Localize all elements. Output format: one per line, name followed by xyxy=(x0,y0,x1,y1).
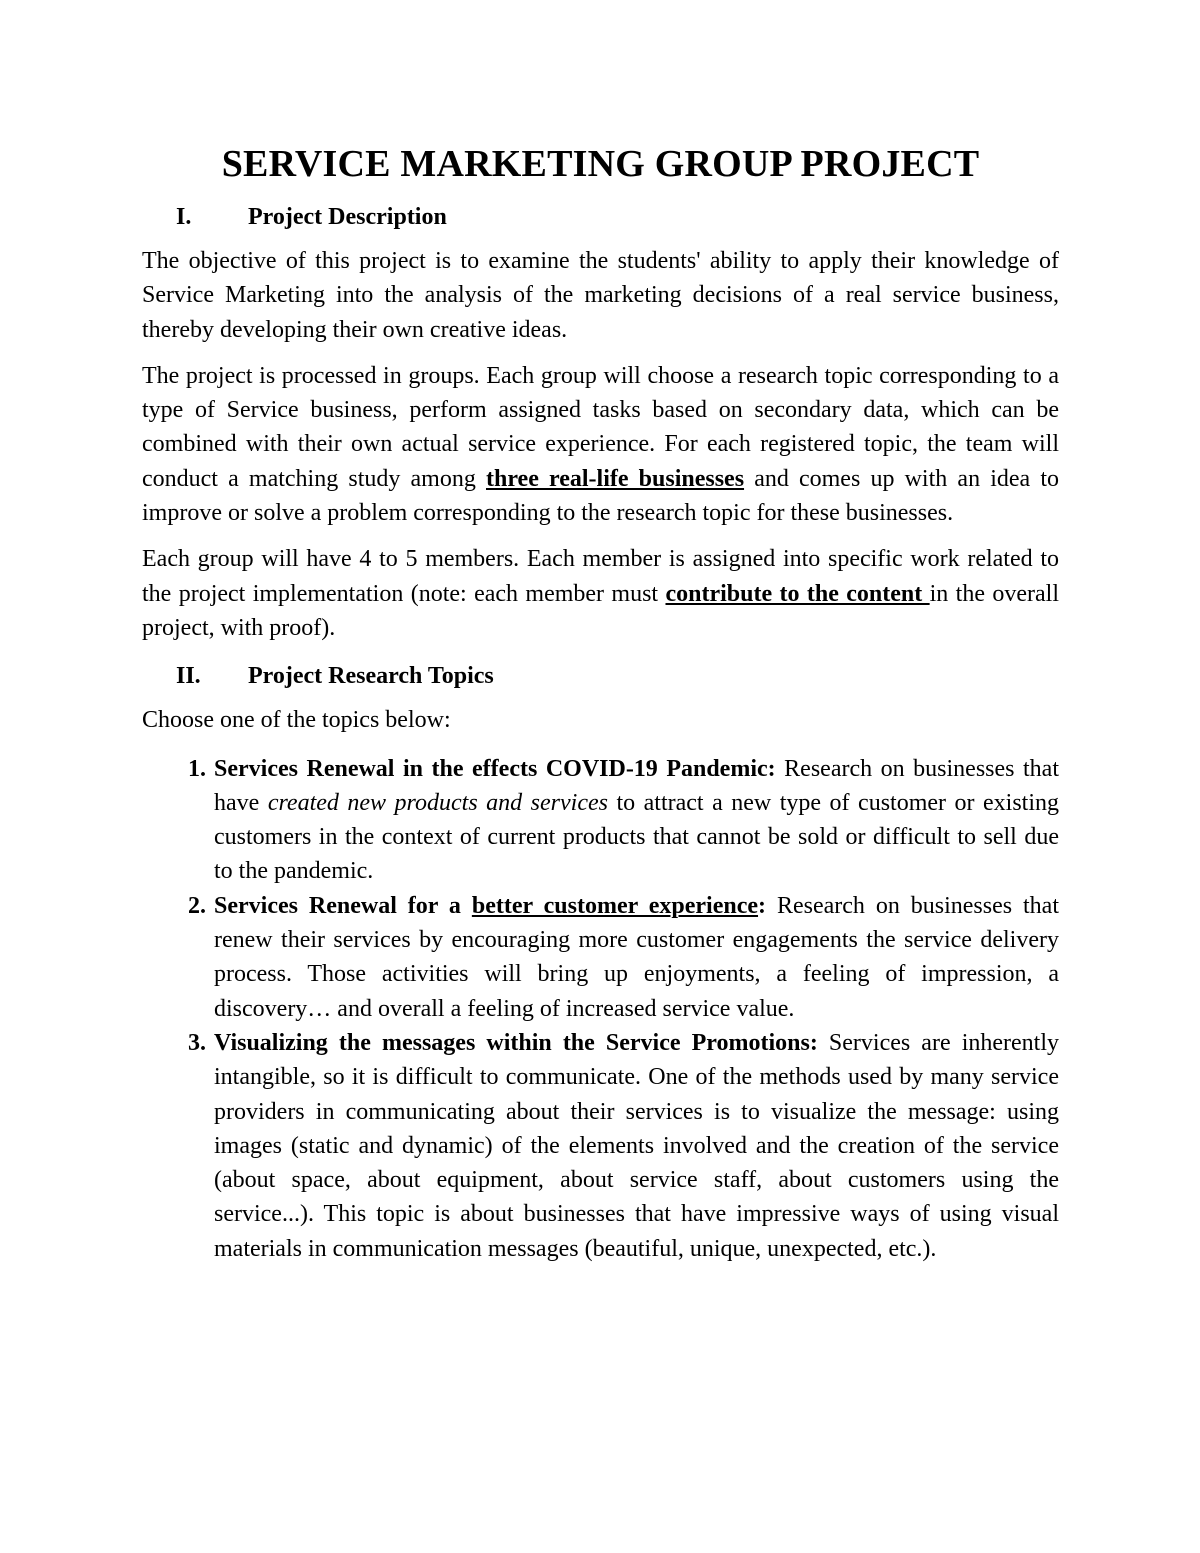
list-number: 2. xyxy=(188,892,206,919)
section-heading-topics xyxy=(142,659,1059,693)
section-heading-description xyxy=(142,200,1059,234)
topic-text: Research on businesses that renew their services by encouraging more customer engagements the service delivery process. Those activities will bring up xyxy=(214,892,1059,988)
topic-title-emphasis: better customer experience xyxy=(471,892,759,919)
topic-title: Services Renewal for a xyxy=(214,892,472,919)
paragraph-text: The project is processed in groups. Each group will choose a research topic corresponding to a type of Service business, perform assigned tasks based on secondary data, which can be combined with their own actual service experience. For each registered topic, the team will conduct a matching study among xyxy=(142,362,1059,492)
topic-text: to attract a new type of customer or existing customers in the context of current products that cannot be sold or difficult to sell due to the pandemic. xyxy=(214,789,1060,885)
paragraph-members xyxy=(142,542,1059,645)
list-item-body xyxy=(214,889,1059,1026)
topic-text: Research on businesses that have xyxy=(214,755,1059,816)
topics-list xyxy=(142,752,1059,1266)
topic-text: increased service value. xyxy=(559,995,795,1022)
list-number: 3. xyxy=(188,1029,206,1056)
list-item-body xyxy=(214,1026,1059,1266)
emphasis-text: contribute to the content xyxy=(665,580,930,607)
list-item xyxy=(142,1026,1059,1266)
topic-text: enjoyments, a feeling of impression, a discovery… and overall a feeling of xyxy=(214,961,1060,1022)
document-title: SERVICE MARKETING GROUP PROJECT xyxy=(221,143,980,185)
section-number: I. xyxy=(176,204,192,230)
paragraph-text: Each group will have 4 to 5 members. Each member is assigned into specific work related to the project implementation (note: each member must xyxy=(142,546,1059,607)
document-page xyxy=(142,140,1059,1266)
section-title: Project Description xyxy=(248,204,447,230)
topic-title: Visualizing the messages within the Service Promotions: xyxy=(214,1029,818,1056)
paragraph-text: and comes up with an idea to improve or solve a problem corresponding to the research topic for these businesses. xyxy=(142,465,1059,527)
topic-text: Services are inherently intangible, so it is difficult to communicate. One of the methods used by many service providers in communicating about their services is to visualize the message: using images (static and dynamic) of the elements involved and the creation of the service (about space, about equipment, about service staff, about customers using the service...). This topic is about businesses that have impressive ways of using visual materials in communication messages (beautiful, unique, unexpected, etc.). xyxy=(214,1029,1059,1262)
topic-title: : xyxy=(758,892,767,919)
paragraph-text: in the overall project, with proof). xyxy=(142,580,1060,641)
topic-title: Services Renewal in the effects COVID-19 Pandemic: xyxy=(214,755,776,782)
topics-intro: Choose one of the topics below: xyxy=(142,707,451,734)
section-number: II. xyxy=(176,663,201,690)
section-title: Project Research Topics xyxy=(248,663,494,690)
paragraph-objective: The objective of this project is to examine the students' ability to apply their knowledge of Service Marketing into the analysis of the marketing decisions of a real service business, thereby developing their own creative ideas. xyxy=(142,248,1059,343)
paragraph-groups xyxy=(142,359,1059,530)
list-item-body xyxy=(214,752,1059,889)
topic-italic-text: created new products and services xyxy=(267,789,608,816)
list-item xyxy=(142,889,1059,1026)
list-item xyxy=(142,752,1059,889)
list-number: 1. xyxy=(188,755,206,782)
emphasis-text: three real-life businesses xyxy=(486,465,745,492)
